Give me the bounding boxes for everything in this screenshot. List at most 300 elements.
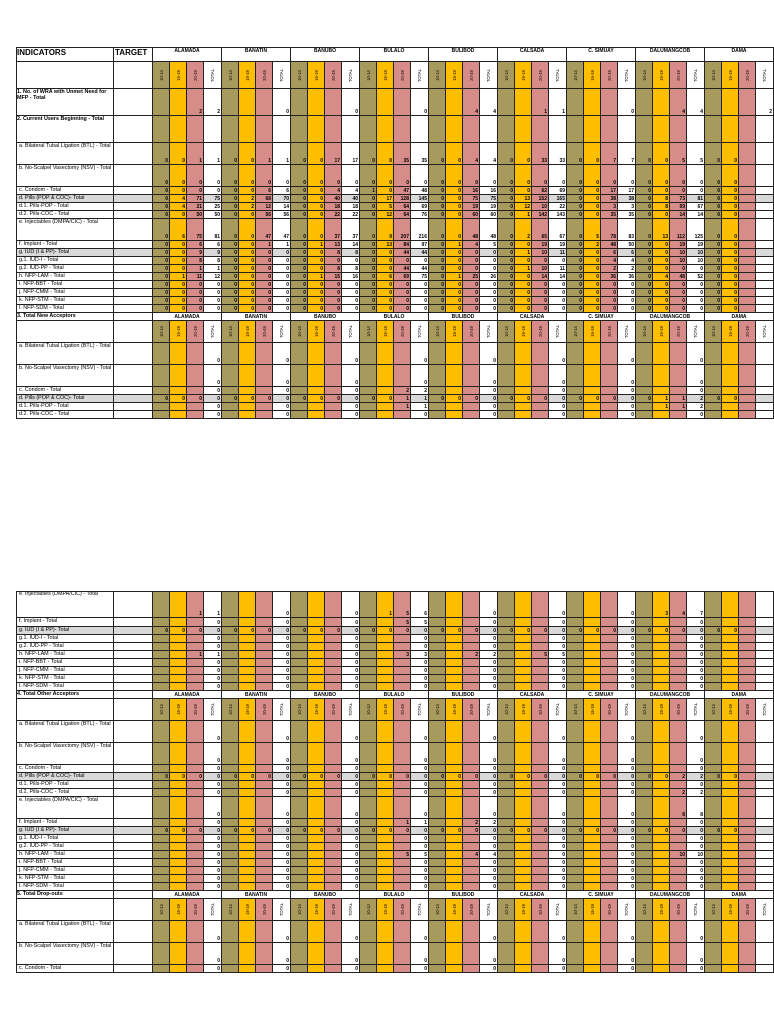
data-cell: 0 <box>549 305 567 313</box>
data-cell: 0 <box>618 297 636 305</box>
data-cell <box>636 403 653 411</box>
data-cell: 0 <box>291 395 308 403</box>
data-cell <box>705 859 722 867</box>
data-cell: 0 <box>411 765 429 773</box>
data-cell: 0 <box>411 943 429 965</box>
data-cell: 25 <box>204 203 222 211</box>
data-cell: 0 <box>308 773 325 781</box>
data-cell: 84 <box>394 241 411 249</box>
data-cell <box>291 403 308 411</box>
age-group-header <box>204 699 222 721</box>
data-cell <box>308 797 325 819</box>
data-cell: 0 <box>670 297 687 305</box>
data-cell <box>360 835 377 843</box>
target-cell <box>114 899 153 921</box>
data-cell <box>670 943 687 965</box>
age-group-header <box>325 699 342 721</box>
data-cell <box>601 781 618 789</box>
data-cell: 44 <box>394 249 411 257</box>
data-cell: 0 <box>204 965 222 973</box>
data-cell: 0 <box>480 165 498 187</box>
data-cell <box>170 651 187 659</box>
data-cell: 0 <box>273 675 291 683</box>
data-cell: 0 <box>325 827 342 835</box>
data-cell: 0 <box>687 659 705 667</box>
data-cell <box>308 651 325 659</box>
age-group-header <box>480 321 498 343</box>
age-group-header <box>446 699 463 721</box>
data-cell: 10 <box>687 851 705 859</box>
data-cell: 5 <box>584 219 601 241</box>
data-cell <box>515 789 532 797</box>
data-cell <box>498 835 515 843</box>
data-cell <box>567 683 584 691</box>
data-cell <box>636 343 653 365</box>
data-cell: 0 <box>446 395 463 403</box>
data-cell <box>170 387 187 395</box>
barangay-header: BULIBOD <box>429 891 498 899</box>
data-cell <box>756 273 774 281</box>
data-cell: 22 <box>549 203 567 211</box>
data-cell <box>446 618 463 627</box>
age-group-header <box>273 699 291 721</box>
data-cell: 0 <box>687 867 705 875</box>
data-cell <box>291 943 308 965</box>
data-cell: 0 <box>670 627 687 635</box>
data-cell <box>722 789 739 797</box>
data-cell: 0 <box>618 683 636 691</box>
data-cell: 0 <box>170 257 187 265</box>
data-cell: 0 <box>394 257 411 265</box>
data-cell: 2 <box>204 89 222 116</box>
age-group-header <box>256 699 273 721</box>
data-cell <box>739 859 756 867</box>
target-cell <box>114 165 153 187</box>
data-cell: 0 <box>687 187 705 195</box>
age-group-label: 20-49 <box>675 69 681 81</box>
age-group-label: 15-19 <box>244 326 250 337</box>
data-cell <box>705 851 722 859</box>
data-cell: 0 <box>429 187 446 195</box>
data-cell: 3 <box>601 203 618 211</box>
data-cell: 6 <box>187 241 204 249</box>
indicator-label: k. NFP-STM - Total <box>16 875 114 883</box>
data-cell <box>567 851 584 859</box>
data-cell <box>498 387 515 395</box>
data-cell <box>222 365 239 387</box>
data-cell <box>584 843 601 851</box>
data-cell <box>653 365 670 387</box>
data-cell <box>705 89 722 116</box>
data-cell: 0 <box>273 965 291 973</box>
data-cell: 0 <box>153 211 170 219</box>
data-cell: 143 <box>549 211 567 219</box>
age-group-header <box>515 62 532 89</box>
data-cell: 0 <box>394 281 411 289</box>
data-cell: 0 <box>705 305 722 313</box>
age-group-header <box>153 899 170 921</box>
target-cell <box>114 765 153 773</box>
data-cell <box>705 965 722 973</box>
data-cell <box>739 387 756 395</box>
data-cell <box>498 921 515 943</box>
barangay-header: BULIBOD <box>429 47 498 62</box>
data-cell <box>153 675 170 683</box>
data-cell: 0 <box>463 265 480 273</box>
indicator-label: b. No-Scalpel Vasectomy (NSV) - Total <box>16 743 114 765</box>
data-cell: 64 <box>394 211 411 219</box>
data-cell <box>239 387 256 395</box>
data-cell <box>360 867 377 875</box>
age-group-label: 20-49 <box>192 326 198 337</box>
indicator-label: c. Condom - Total <box>16 765 114 773</box>
data-cell: 0 <box>239 289 256 297</box>
data-cell: 0 <box>480 387 498 395</box>
data-cell: 0 <box>222 773 239 781</box>
indicator-label: b. No-Scalpel Vasectomy (NSV) - Total <box>16 943 114 965</box>
age-group-header <box>394 699 411 721</box>
data-cell: 1 <box>446 273 463 281</box>
data-cell <box>636 765 653 773</box>
data-cell: 0 <box>204 289 222 297</box>
data-cell <box>653 781 670 789</box>
data-cell <box>722 343 739 365</box>
data-cell <box>429 403 446 411</box>
data-cell <box>653 875 670 883</box>
data-cell: 0 <box>291 827 308 835</box>
data-cell: 0 <box>498 195 515 203</box>
data-cell: 0 <box>222 395 239 403</box>
data-cell: 0 <box>722 305 739 313</box>
data-cell <box>360 89 377 116</box>
data-cell: 0 <box>549 165 567 187</box>
data-cell: 0 <box>411 305 429 313</box>
data-cell: 65 <box>532 219 549 241</box>
data-cell: 0 <box>463 305 480 313</box>
data-cell: 0 <box>584 143 601 165</box>
data-cell <box>705 643 722 651</box>
age-group-label: TOTAL <box>692 702 698 717</box>
data-cell: 0 <box>446 627 463 635</box>
data-cell <box>429 659 446 667</box>
age-group-header <box>308 62 325 89</box>
age-group-header <box>739 62 756 89</box>
data-cell: 0 <box>411 343 429 365</box>
indicator-label: h. NFP-LAM - Total <box>16 273 114 281</box>
data-cell: 0 <box>705 289 722 297</box>
data-cell: 0 <box>618 721 636 743</box>
data-cell: 0 <box>549 297 567 305</box>
data-cell: 0 <box>446 305 463 313</box>
data-cell: 0 <box>584 273 601 281</box>
data-cell: 33 <box>549 143 567 165</box>
data-cell <box>308 659 325 667</box>
data-cell: 0 <box>204 765 222 773</box>
data-cell <box>394 643 411 651</box>
data-cell <box>222 683 239 691</box>
data-cell: 0 <box>480 867 498 875</box>
data-cell: 0 <box>705 143 722 165</box>
data-cell <box>670 635 687 643</box>
age-group-header <box>532 699 549 721</box>
age-group-header <box>377 899 394 921</box>
data-cell <box>429 765 446 773</box>
data-cell <box>515 683 532 691</box>
data-cell <box>756 635 774 643</box>
data-cell <box>222 116 239 143</box>
barangay-header: CALSADA <box>498 691 567 699</box>
data-cell <box>739 165 756 187</box>
data-cell <box>636 943 653 965</box>
data-cell: 0 <box>222 281 239 289</box>
data-cell <box>360 675 377 683</box>
data-cell: 0 <box>411 89 429 116</box>
data-cell <box>739 773 756 781</box>
age-group-header <box>204 62 222 89</box>
data-cell: 0 <box>394 827 411 835</box>
data-cell <box>187 843 204 851</box>
data-cell: 0 <box>204 165 222 187</box>
data-cell: 0 <box>618 627 636 635</box>
data-cell <box>187 618 204 627</box>
data-cell <box>739 281 756 289</box>
data-cell: 0 <box>187 289 204 297</box>
age-group-header <box>636 321 653 343</box>
indicator-label: j. NFP-CMM - Total <box>16 667 114 675</box>
age-group-label: TOTAL <box>761 324 767 339</box>
data-cell <box>515 116 532 143</box>
data-cell <box>222 819 239 827</box>
data-cell <box>636 797 653 819</box>
data-cell <box>239 843 256 851</box>
indicator-label: g.2. IUD-PP - Total <box>16 843 114 851</box>
data-cell <box>170 89 187 116</box>
data-cell: 0 <box>360 273 377 281</box>
data-cell <box>463 591 480 618</box>
data-cell <box>308 835 325 843</box>
age-group-label: TOTAL <box>347 68 353 82</box>
data-cell <box>739 843 756 851</box>
data-cell: 10 <box>532 249 549 257</box>
data-cell <box>325 667 342 675</box>
data-cell <box>636 883 653 891</box>
data-cell: 0 <box>204 635 222 643</box>
age-group-header <box>377 62 394 89</box>
data-cell <box>670 875 687 883</box>
data-cell: 2 <box>239 203 256 211</box>
data-cell: 216 <box>411 219 429 241</box>
data-cell <box>739 143 756 165</box>
data-cell <box>429 721 446 743</box>
data-cell: 0 <box>498 773 515 781</box>
data-cell <box>498 365 515 387</box>
data-cell: 0 <box>463 395 480 403</box>
data-cell <box>325 859 342 867</box>
data-cell <box>739 365 756 387</box>
data-cell: 0 <box>273 618 291 627</box>
data-cell: 0 <box>204 773 222 781</box>
data-cell <box>584 743 601 765</box>
data-cell: 0 <box>187 773 204 781</box>
data-cell: 0 <box>549 765 567 773</box>
data-cell <box>653 89 670 116</box>
data-cell: 0 <box>463 281 480 289</box>
data-cell <box>291 859 308 867</box>
age-group-header <box>377 699 394 721</box>
age-group-header <box>446 321 463 343</box>
data-cell <box>567 721 584 743</box>
data-cell: 12 <box>204 273 222 281</box>
age-group-label: 10-14 <box>158 326 164 337</box>
age-group-header <box>498 699 515 721</box>
data-cell <box>601 667 618 675</box>
data-cell <box>325 643 342 651</box>
data-cell: 0 <box>273 659 291 667</box>
data-cell <box>325 403 342 411</box>
data-cell: 2 <box>687 395 705 403</box>
subheader-blank <box>16 321 114 343</box>
age-group-label: 20-49 <box>537 69 543 81</box>
data-cell <box>377 116 394 143</box>
data-cell <box>446 651 463 659</box>
data-cell <box>187 667 204 675</box>
data-cell: 2 <box>515 219 532 241</box>
data-cell: 0 <box>601 305 618 313</box>
data-cell: 0 <box>636 219 653 241</box>
indicator-label: l. NFP-SDM - Total <box>16 305 114 313</box>
data-cell: 0 <box>411 667 429 675</box>
data-cell: 1 <box>187 591 204 618</box>
data-cell: 0 <box>722 273 739 281</box>
data-cell: 14 <box>273 203 291 211</box>
age-group-label: 10-14 <box>503 904 509 915</box>
data-cell: 0 <box>360 241 377 249</box>
data-cell <box>170 343 187 365</box>
data-cell <box>636 921 653 943</box>
data-cell <box>291 618 308 627</box>
data-cell <box>170 765 187 773</box>
data-cell <box>515 965 532 973</box>
age-group-label: TOTAL <box>416 68 422 82</box>
data-cell: 0 <box>239 257 256 265</box>
data-cell: 1 <box>515 211 532 219</box>
data-cell <box>567 765 584 773</box>
data-cell <box>756 387 774 395</box>
data-cell: 0 <box>273 797 291 819</box>
data-cell <box>705 659 722 667</box>
data-cell: 0 <box>308 627 325 635</box>
barangay-header: C. SIMUAY <box>567 47 636 62</box>
data-cell: 0 <box>463 249 480 257</box>
data-cell <box>532 883 549 891</box>
data-cell: 0 <box>601 627 618 635</box>
data-cell: 0 <box>222 187 239 195</box>
age-group-label: 10-14 <box>434 326 440 337</box>
data-cell: 0 <box>153 265 170 273</box>
data-cell <box>170 643 187 651</box>
data-cell: 0 <box>291 187 308 195</box>
data-cell: 0 <box>636 187 653 195</box>
data-cell <box>584 797 601 819</box>
data-cell <box>239 875 256 883</box>
age-group-label: 10-14 <box>434 904 440 915</box>
age-group-header <box>687 699 705 721</box>
age-group-label: TOTAL <box>554 324 560 339</box>
age-group-label: 10-14 <box>641 704 647 715</box>
data-cell <box>653 343 670 365</box>
data-cell <box>187 643 204 651</box>
data-cell: 0 <box>705 395 722 403</box>
data-cell: 10 <box>670 249 687 257</box>
data-cell <box>756 219 774 241</box>
data-cell <box>567 965 584 973</box>
indicator-label: l. NFP-SDM - Total <box>16 883 114 891</box>
data-cell: 6 <box>256 187 273 195</box>
data-cell: 0 <box>549 289 567 297</box>
report-sheet-page-2 <box>16 591 768 1024</box>
data-cell <box>446 867 463 875</box>
data-cell <box>498 743 515 765</box>
data-cell <box>239 819 256 827</box>
data-cell: 36 <box>601 273 618 281</box>
data-cell: 0 <box>291 265 308 273</box>
data-cell: 0 <box>722 257 739 265</box>
data-cell: 0 <box>325 305 342 313</box>
data-cell <box>584 667 601 675</box>
target-header: TARGET <box>114 47 153 62</box>
data-cell: 0 <box>170 165 187 187</box>
data-cell: 0 <box>722 627 739 635</box>
data-cell <box>153 819 170 827</box>
data-cell: 0 <box>584 281 601 289</box>
data-cell: 0 <box>584 395 601 403</box>
data-cell <box>653 765 670 773</box>
age-group-label: TOTAL <box>278 324 284 339</box>
indicator-label: g.2. IUD-PP - Total <box>16 643 114 651</box>
data-cell <box>601 921 618 943</box>
data-cell <box>705 843 722 851</box>
data-cell <box>342 116 360 143</box>
data-cell: 47 <box>273 219 291 241</box>
data-cell <box>325 343 342 365</box>
data-cell <box>222 667 239 675</box>
data-cell <box>739 195 756 203</box>
data-cell: 2 <box>480 819 498 827</box>
data-cell: 0 <box>549 343 567 365</box>
data-cell <box>325 835 342 843</box>
data-cell <box>480 116 498 143</box>
subheader-blank <box>16 62 114 89</box>
barangay-header: BULIBOD <box>429 313 498 321</box>
data-cell <box>722 618 739 627</box>
data-cell: 0 <box>153 257 170 265</box>
data-cell <box>739 211 756 219</box>
data-cell: 0 <box>291 257 308 265</box>
data-cell: 0 <box>325 289 342 297</box>
data-cell: 0 <box>153 827 170 835</box>
data-cell: 0 <box>411 867 429 875</box>
data-cell: 0 <box>567 297 584 305</box>
data-cell: 0 <box>342 651 360 659</box>
data-cell <box>670 365 687 387</box>
data-cell: 0 <box>377 627 394 635</box>
data-cell: 44 <box>411 249 429 257</box>
data-cell: 1 <box>394 819 411 827</box>
age-group-header <box>739 699 756 721</box>
data-cell <box>498 789 515 797</box>
age-group-header <box>222 321 239 343</box>
data-cell: 0 <box>222 257 239 265</box>
